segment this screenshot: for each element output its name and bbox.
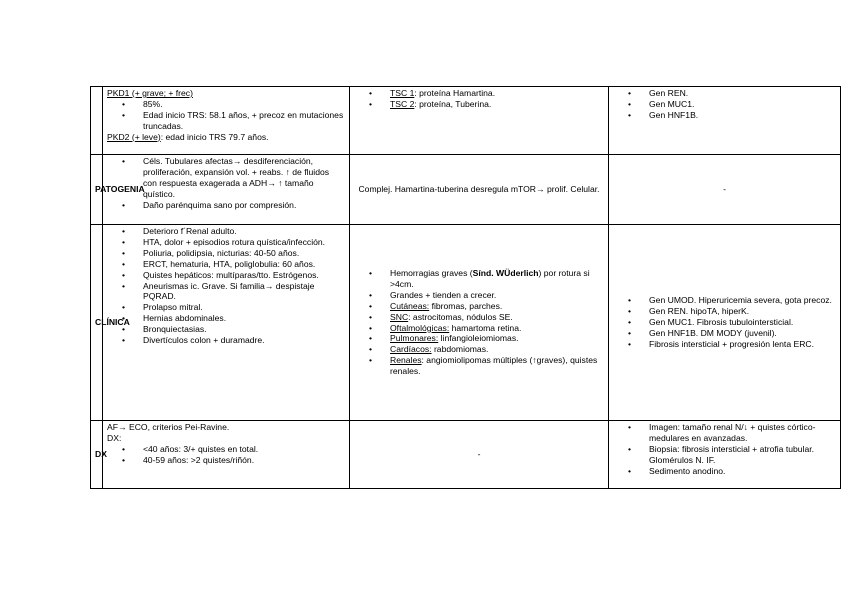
tsc-cell: [350, 87, 609, 155]
list-item: [390, 88, 604, 99]
list-item: • Deterioro f´Renal adulto.: [143, 226, 345, 237]
clinica-tsc-cell: [350, 225, 609, 421]
item-text: : angiomiolipomas múltiples (↑graves), quistes renales.: [390, 355, 598, 377]
list-item: [390, 344, 604, 355]
list-item: • Grandes + tienden a crecer.: [390, 290, 604, 301]
table-row: [91, 87, 841, 155]
list-item: • Bronquiectasias.: [143, 324, 345, 335]
item-label: Pulmonares:: [390, 333, 439, 344]
item-text: linfangioleiomiomas.: [438, 333, 519, 344]
list-item: • Aneurismas ic. Grave. Si familia→ despistaje PQRAD.: [143, 281, 345, 303]
list-item: • Gen MUC1. Fibrosis tubulointersticial.: [649, 317, 836, 328]
list-item: [390, 333, 604, 344]
list-item: [390, 268, 604, 290]
list-item: • Gen UMOD. Hiperuricemia severa, gota precoz.: [649, 295, 836, 306]
dx-pkd-cell: [103, 421, 350, 489]
list-item: • 85%.: [143, 99, 345, 110]
item-label: Cutáneas:: [390, 300, 430, 311]
item-label: Oftalmológicas:: [390, 322, 450, 333]
item-label: SNC: [390, 311, 409, 322]
item-text: : proteína Hamartina.: [414, 88, 496, 98]
clinica-genes-cell: [609, 225, 841, 421]
item-text: ) por rotura si >4cm.: [390, 267, 590, 289]
list-item: • Fibrosis intersticial + progresión lenta ERC.: [649, 339, 836, 350]
list-item: • Prolapso mitral.: [143, 302, 345, 313]
item-text: hamartoma retina.: [449, 322, 522, 333]
item-label: Renales: [390, 355, 422, 366]
clinica-pkd-cell: [103, 225, 350, 421]
list-item: • Imagen: tamaño renal N/↓ + quistes córtico-medulares en avanzadas.: [649, 422, 836, 444]
table-row: [91, 225, 841, 421]
row-header: CLÍNICA: [91, 225, 103, 421]
list-item: • Sedimento anodino.: [649, 466, 836, 477]
item-label: TSC 2: [390, 98, 415, 109]
list-item: • Hernias abdominales.: [143, 313, 345, 324]
list-item: • HTA, dolor + episodios rotura quística/infección.: [143, 237, 345, 248]
list-item: • Divertículos colon + duramadre.: [143, 335, 345, 346]
list-item: • Edad inicio TRS: 58.1 años, + precoz en mutaciones truncadas.: [143, 110, 345, 132]
list-item: [390, 323, 604, 334]
item-label: Cardíacos:: [390, 344, 432, 355]
item-text: Hemorragias graves (: [390, 267, 473, 278]
list-item: • Gen REN.: [649, 88, 836, 99]
dx-line: AF→ ECO, criterios Pei-Ravine.: [107, 422, 230, 432]
genes-cell: [609, 87, 841, 155]
list-item: [390, 355, 604, 377]
pkd2-title: PKD2 (+ leve): [107, 131, 161, 142]
row-header: [91, 87, 103, 155]
dx-tsc-cell: -: [350, 421, 609, 489]
dx-line: DX:: [107, 432, 122, 443]
list-item: • Gen HNF1B.: [649, 110, 836, 121]
item-text: fibromas, parches.: [429, 300, 503, 311]
item-text: rabdomiomas.: [431, 344, 489, 355]
row-header: DX: [91, 421, 103, 489]
pkd1-title: PKD1 (+ grave; + frec): [107, 88, 193, 98]
list-item: • <40 años: 3/+ quistes en total.: [143, 444, 345, 455]
list-item: • Gen HNF1B. DM MODY (juvenil).: [649, 328, 836, 339]
list-item: • Gen MUC1.: [649, 99, 836, 110]
list-item: • Daño parénquima sano por compresión.: [143, 200, 345, 211]
list-item: [390, 99, 604, 110]
table-row: [91, 155, 841, 225]
patogenia-genes-cell: -: [609, 155, 841, 225]
list-item: • 40-59 años: >2 quistes/riñón.: [143, 455, 345, 466]
list-item: • Poliuria, polidipsia, nicturias: 40-50 años.: [143, 248, 345, 259]
list-item: [390, 312, 604, 323]
pkd2-text: : edad inicio TRS 79.7 años.: [160, 131, 269, 142]
row-header: PATOGENIA: [91, 155, 103, 225]
list-item: • Céls. Tubulares afectas→ desdiferenciación, proliferación, expansión vol. + reabs. ↑ de fluidos con respuesta exagerada a ADH→ ↑ tamaño quístico.: [143, 156, 345, 200]
syndrome-name: Sínd. WÜderlich: [472, 267, 539, 278]
dx-genes-cell: [609, 421, 841, 489]
patogenia-tsc-cell: Complej. Hamartina-tuberina desregula mTOR→ prolif. Celular.: [350, 155, 609, 225]
list-item: • Biopsia: fibrosis intersticial + atrofia tubular. Glomérulos N. IF.: [649, 444, 836, 466]
item-label: TSC 1: [390, 88, 415, 98]
list-item: • Gen REN. hipoTA, hiperK.: [649, 306, 836, 317]
list-item: [390, 301, 604, 312]
table-row: [91, 421, 841, 489]
list-item: • Quistes hepáticos: multíparas/tto. Estrógenos.: [143, 270, 345, 281]
item-text: : proteína, Tuberina.: [414, 98, 492, 109]
clinical-comparison-table: [90, 86, 841, 489]
list-item: • ERCT, hematuria, HTA, poliglobulia: 60 años.: [143, 259, 345, 270]
pkd-cell: [103, 87, 350, 155]
item-text: : astrocitomas, nódulos SE.: [408, 311, 513, 322]
